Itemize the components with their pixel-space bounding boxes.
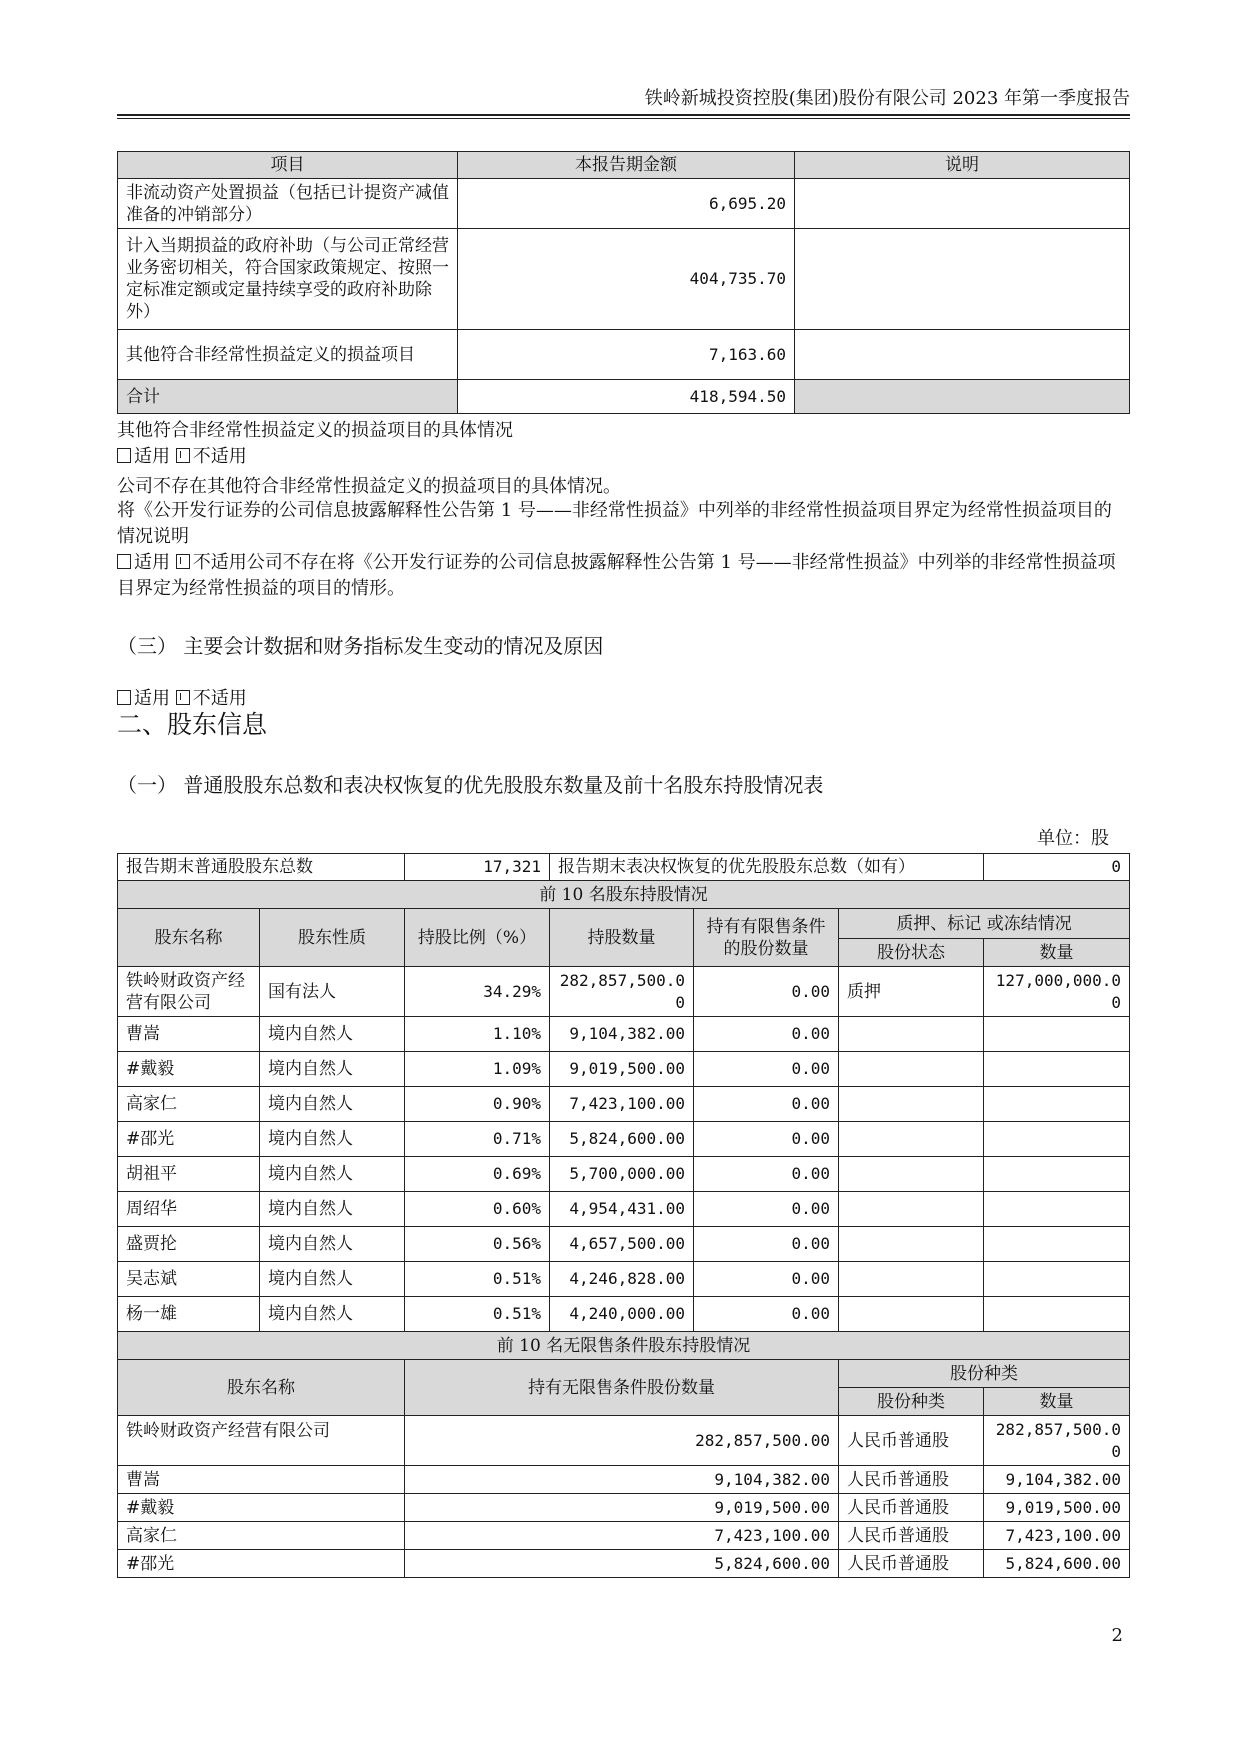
holder-qty: 5,824,600.00	[550, 1122, 694, 1157]
top10-title: 前 10 名股东持股情况	[118, 881, 1130, 909]
holder-name: 曹嵩	[118, 1017, 260, 1052]
holder-status: 质押	[839, 967, 984, 1017]
table-row	[118, 1297, 1130, 1332]
holder-name: 周绍华	[118, 1192, 260, 1227]
row-item: 计入当期损益的政府补助（与公司正常经营业务密切相关，符合国家政策规定、按照一定标准定额或定量持续享受的政府补助除外）	[118, 229, 458, 330]
holder-restricted: 0.00	[694, 1227, 839, 1262]
holder-nature: 境内自然人	[260, 1017, 405, 1052]
holder-ratio: 0.56%	[405, 1227, 550, 1262]
holder-status	[839, 1262, 984, 1297]
holder-name: 铁岭财政资产经营有限公司	[118, 967, 260, 1017]
holder-restricted: 0.00	[694, 1052, 839, 1087]
row-item: 非流动资产处置损益（包括已计提资产减值准备的冲销部分）	[118, 179, 458, 229]
table-row	[118, 330, 1130, 380]
holder-qty: 9,019,500.00	[550, 1052, 694, 1087]
holder-nature: 境内自然人	[260, 1227, 405, 1262]
summary-row	[118, 854, 1130, 881]
holder-nature: 境内自然人	[260, 1192, 405, 1227]
checkbox-apply	[117, 690, 131, 705]
holder-status	[839, 1122, 984, 1157]
holder-ratio: 0.51%	[405, 1297, 550, 1332]
row-amount: 404,735.70	[458, 229, 795, 330]
total-amount: 418,594.50	[458, 380, 795, 414]
unres-col-header-name: 股东名称	[118, 1360, 405, 1416]
holder-ratio: 1.10%	[405, 1017, 550, 1052]
holder-restricted: 0.00	[694, 1297, 839, 1332]
unres-qty: 282,857,500.00	[405, 1416, 839, 1466]
unres-count: 282,857,500.00	[984, 1416, 1130, 1466]
row-note	[795, 229, 1130, 330]
table-row	[118, 1122, 1130, 1157]
holder-count	[984, 1227, 1130, 1262]
unres-qty: 7,423,100.00	[405, 1522, 839, 1550]
table-row	[118, 229, 1130, 330]
holder-restricted: 0.00	[694, 1017, 839, 1052]
holder-nature: 境内自然人	[260, 1157, 405, 1192]
holder-qty: 4,246,828.00	[550, 1262, 694, 1297]
unres-name: 高家仁	[118, 1522, 405, 1550]
col-header-restricted: 持有有限售条件的股份数量	[694, 909, 839, 967]
unres-col-header-kindcount: 数量	[984, 1388, 1130, 1416]
table-row	[118, 1550, 1130, 1578]
holder-ratio: 0.90%	[405, 1087, 550, 1122]
holder-qty: 4,954,431.00	[550, 1192, 694, 1227]
checkbox-apply	[117, 554, 131, 569]
holder-status	[839, 1157, 984, 1192]
table-row	[118, 1466, 1130, 1494]
holder-count: 127,000,000.00	[984, 967, 1130, 1017]
total-note	[795, 380, 1130, 414]
row-amount: 7,163.60	[458, 330, 795, 380]
col-header-item: 项目	[118, 152, 458, 179]
checkbox-not-apply	[176, 690, 190, 705]
holder-restricted: 0.00	[694, 1192, 839, 1227]
unres-kind: 人民币普通股	[839, 1416, 984, 1466]
holder-ratio: 0.60%	[405, 1192, 550, 1227]
holder-status	[839, 1052, 984, 1087]
holder-qty: 9,104,382.00	[550, 1017, 694, 1052]
table-row	[118, 1494, 1130, 1522]
table-row	[118, 1157, 1130, 1192]
unres-qty: 9,019,500.00	[405, 1494, 839, 1522]
col-header-nature: 股东性质	[260, 909, 405, 967]
holder-name: #戴毅	[118, 1052, 260, 1087]
unres-qty: 5,824,600.00	[405, 1550, 839, 1578]
unres-name: #邵光	[118, 1550, 405, 1578]
col-header-pledge: 质押、标记 或冻结情况	[839, 909, 1130, 939]
nonrecurring-table	[117, 151, 1130, 414]
unres-kind: 人民币普通股	[839, 1522, 984, 1550]
holder-ratio: 34.29%	[405, 967, 550, 1017]
holder-name: 胡祖平	[118, 1157, 260, 1192]
holder-ratio: 0.71%	[405, 1122, 550, 1157]
unres-count: 5,824,600.00	[984, 1550, 1130, 1578]
holder-restricted: 0.00	[694, 1087, 839, 1122]
pref-holders-value: 0	[984, 854, 1130, 881]
holder-status	[839, 1297, 984, 1332]
holder-restricted: 0.00	[694, 967, 839, 1017]
table-row	[118, 179, 1130, 229]
unres-name: 铁岭财政资产经营有限公司	[118, 1416, 405, 1466]
table-row	[118, 1052, 1130, 1087]
holder-restricted: 0.00	[694, 1262, 839, 1297]
holder-qty: 282,857,500.00	[550, 967, 694, 1017]
total-holders-label: 报告期末普通股股东总数	[118, 854, 405, 881]
part-2-heading: 二、股东信息	[117, 710, 268, 739]
table-row	[118, 1262, 1130, 1297]
holder-count	[984, 1297, 1130, 1332]
unres-col-header-kind: 股份种类	[839, 1360, 1130, 1388]
unres-count: 9,019,500.00	[984, 1494, 1130, 1522]
holder-qty: 4,657,500.00	[550, 1227, 694, 1262]
holder-count	[984, 1192, 1130, 1227]
pref-holders-label: 报告期末表决权恢复的优先股股东总数（如有）	[550, 854, 984, 881]
table-row	[118, 967, 1130, 1017]
holder-nature: 境内自然人	[260, 1297, 405, 1332]
holder-status	[839, 1017, 984, 1052]
holder-restricted: 0.00	[694, 1157, 839, 1192]
total-holders-value: 17,321	[405, 854, 550, 881]
col-header-qty: 持股数量	[550, 909, 694, 967]
holder-count	[984, 1087, 1130, 1122]
holder-qty: 7,423,100.00	[550, 1087, 694, 1122]
table-row	[118, 1227, 1130, 1262]
holder-status	[839, 1227, 984, 1262]
para-no-other: 公司不存在其他符合非经常性损益定义的损益项目的具体情况。	[117, 476, 621, 497]
unres-count: 9,104,382.00	[984, 1466, 1130, 1494]
unres-col-header-qty: 持有无限售条件股份数量	[405, 1360, 839, 1416]
col-header-name: 股东名称	[118, 909, 260, 967]
holder-ratio: 0.69%	[405, 1157, 550, 1192]
checkbox-apply	[117, 448, 131, 463]
table-row	[118, 1416, 1130, 1466]
holder-count	[984, 1122, 1130, 1157]
row-note	[795, 179, 1130, 229]
shareholder-table	[117, 853, 1130, 1578]
holder-name: 盛贾抡	[118, 1227, 260, 1262]
page-header: 铁岭新城投资控股(集团)股份有限公司 2023 年第一季度报告	[117, 86, 1130, 116]
holder-count	[984, 1262, 1130, 1297]
total-row	[118, 380, 1130, 414]
table-row	[118, 1522, 1130, 1550]
unres-kind: 人民币普通股	[839, 1550, 984, 1578]
col-header-status: 股份状态	[839, 939, 984, 967]
unit-label: 单位：股	[1037, 828, 1109, 849]
row-note	[795, 330, 1130, 380]
holder-name: #邵光	[118, 1122, 260, 1157]
checkbox-not-apply	[176, 554, 190, 569]
holder-name: 杨一雄	[118, 1297, 260, 1332]
apply-choice-2: 适用 不适用公司不存在将《公开发行证券的公司信息披露解释性公告第 1 号——非经常性损益》中列举的非经常性损益项目界定为经常性损益的项目的情形。	[117, 552, 1116, 599]
holder-ratio: 0.51%	[405, 1262, 550, 1297]
holder-nature: 国有法人	[260, 967, 405, 1017]
unres-count: 7,423,100.00	[984, 1522, 1130, 1550]
total-label: 合计	[118, 380, 458, 414]
holder-qty: 4,240,000.00	[550, 1297, 694, 1332]
unres-kind: 人民币普通股	[839, 1466, 984, 1494]
para-reclass: 将《公开发行证券的公司信息披露解释性公告第 1 号——非经常性损益》中列举的非经常性损益项目界定为经常性损益项目的情况说明	[117, 500, 1112, 547]
unres-name: #戴毅	[118, 1494, 405, 1522]
holder-status	[839, 1087, 984, 1122]
holder-count	[984, 1017, 1130, 1052]
holder-restricted: 0.00	[694, 1122, 839, 1157]
holder-name: 高家仁	[118, 1087, 260, 1122]
row-item: 其他符合非经常性损益定义的损益项目	[118, 330, 458, 380]
holder-nature: 境内自然人	[260, 1262, 405, 1297]
unres-kind: 人民币普通股	[839, 1494, 984, 1522]
holder-count	[984, 1052, 1130, 1087]
row-amount: 6,695.20	[458, 179, 795, 229]
holder-count	[984, 1157, 1130, 1192]
checkbox-not-apply	[176, 448, 190, 463]
table-row	[118, 1087, 1130, 1122]
apply-choice-1: 适用 不适用	[117, 444, 1127, 470]
col-header-count: 数量	[984, 939, 1130, 967]
table-row	[118, 1017, 1130, 1052]
col-header-amount: 本报告期金额	[458, 152, 795, 179]
table-row	[118, 1192, 1130, 1227]
unres-col-header-kindtype: 股份种类	[839, 1388, 984, 1416]
section-1-heading: （一） 普通股股东总数和表决权恢复的优先股股东数量及前十名股东持股情况表	[117, 773, 824, 797]
unres-qty: 9,104,382.00	[405, 1466, 839, 1494]
col-header-ratio: 持股比例（%）	[405, 909, 550, 967]
section-3-heading: （三） 主要会计数据和财务指标发生变动的情况及原因	[117, 634, 604, 658]
holder-nature: 境内自然人	[260, 1122, 405, 1157]
unrestricted-title: 前 10 名无限售条件股东持股情况	[118, 1332, 1130, 1360]
col-header-note: 说明	[795, 152, 1130, 179]
apply-choice-3: 适用 不适用	[117, 686, 1127, 712]
page-number: 2	[1111, 1625, 1123, 1646]
para-other-items: 其他符合非经常性损益定义的损益项目的具体情况	[117, 420, 513, 441]
holder-qty: 5,700,000.00	[550, 1157, 694, 1192]
holder-ratio: 1.09%	[405, 1052, 550, 1087]
holder-nature: 境内自然人	[260, 1052, 405, 1087]
holder-name: 吴志斌	[118, 1262, 260, 1297]
holder-nature: 境内自然人	[260, 1087, 405, 1122]
holder-status	[839, 1192, 984, 1227]
unres-name: 曹嵩	[118, 1466, 405, 1494]
para-no-reclass: 公司不存在将《公开发行证券的公司信息披露解释性公告第 1 号——非经常性损益》中列举的非经常性损益项目界定为经常性损益的项目的情形。	[117, 552, 1116, 599]
